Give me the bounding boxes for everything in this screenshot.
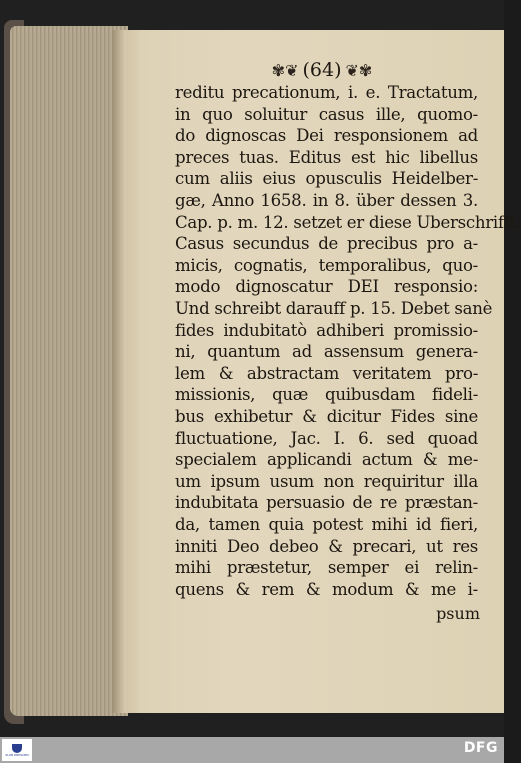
- text-line: lem & abstractam veritatem pro-: [175, 363, 478, 383]
- text-line: indubitata persuasio de re præstan-: [175, 493, 478, 513]
- text-line: fluctuatione, Jac. I. 6. sed quoad: [175, 428, 478, 448]
- text-line: Casus secundus de precibus pro a-: [175, 234, 478, 254]
- ornament-right-icon: ❦✾: [345, 60, 373, 80]
- page-gutter: [112, 30, 126, 713]
- ornament-left-icon: ✾❦: [271, 60, 299, 80]
- text-line: reditu precationum, i. e. Tractatum,: [175, 83, 478, 102]
- catchword: psum: [436, 604, 480, 623]
- page-header: [252, 57, 392, 83]
- library-logo[interactable]: [2, 739, 32, 761]
- text-line: da, tamen quia potest mihi id fieri,: [175, 515, 478, 534]
- text-line: mihi præstetur, semper ei relin-: [175, 558, 478, 578]
- text-line: Cap. p. m. 12. setzet er diese Uberschrifft:: [175, 212, 521, 232]
- text-line: fides indubitatò adhiberi promissio-: [175, 320, 478, 340]
- text-line: do dignoscas Dei responsionem ad: [175, 126, 478, 146]
- text-line: cum aliis eius opusculis Heidelber-: [175, 169, 478, 189]
- text-line: bus exhibetur & dicitur Fides sine: [175, 407, 478, 426]
- text-line: Und schreibt darauff p. 15. Debet sanè: [175, 299, 493, 318]
- text-line: quens & rem & modum & me i-: [175, 579, 478, 599]
- text-line: missionis, quæ quibusdam fideli-: [175, 385, 478, 405]
- page-edges: [10, 26, 128, 716]
- dfg-logo[interactable]: DFG: [463, 740, 498, 756]
- text-line: inniti Deo debeo & precari, ut res: [175, 536, 478, 556]
- text-line: modo dignoscatur DEI responsio:: [175, 277, 478, 297]
- text-line: micis, cognatis, temporalibus, quo-: [175, 255, 478, 275]
- text-line: ni, quantum ad assensum genera-: [175, 342, 478, 362]
- text-line: specialem applicandi actum & me-: [175, 450, 478, 470]
- page-number: (64): [302, 59, 342, 81]
- text-line: gæ, Anno 1658. in 8. über dessen 3.: [175, 191, 478, 210]
- viewer-footer-bar: [0, 737, 504, 763]
- crest-icon: [12, 744, 22, 753]
- text-line: in quo soluitur casus ille, quomo-: [175, 104, 478, 124]
- text-line: preces tuas. Editus est hic libellus: [175, 147, 478, 167]
- text-line: um ipsum usum non requiritur illa: [175, 471, 478, 491]
- logo-text: SLUB DRESDEN: [5, 752, 29, 757]
